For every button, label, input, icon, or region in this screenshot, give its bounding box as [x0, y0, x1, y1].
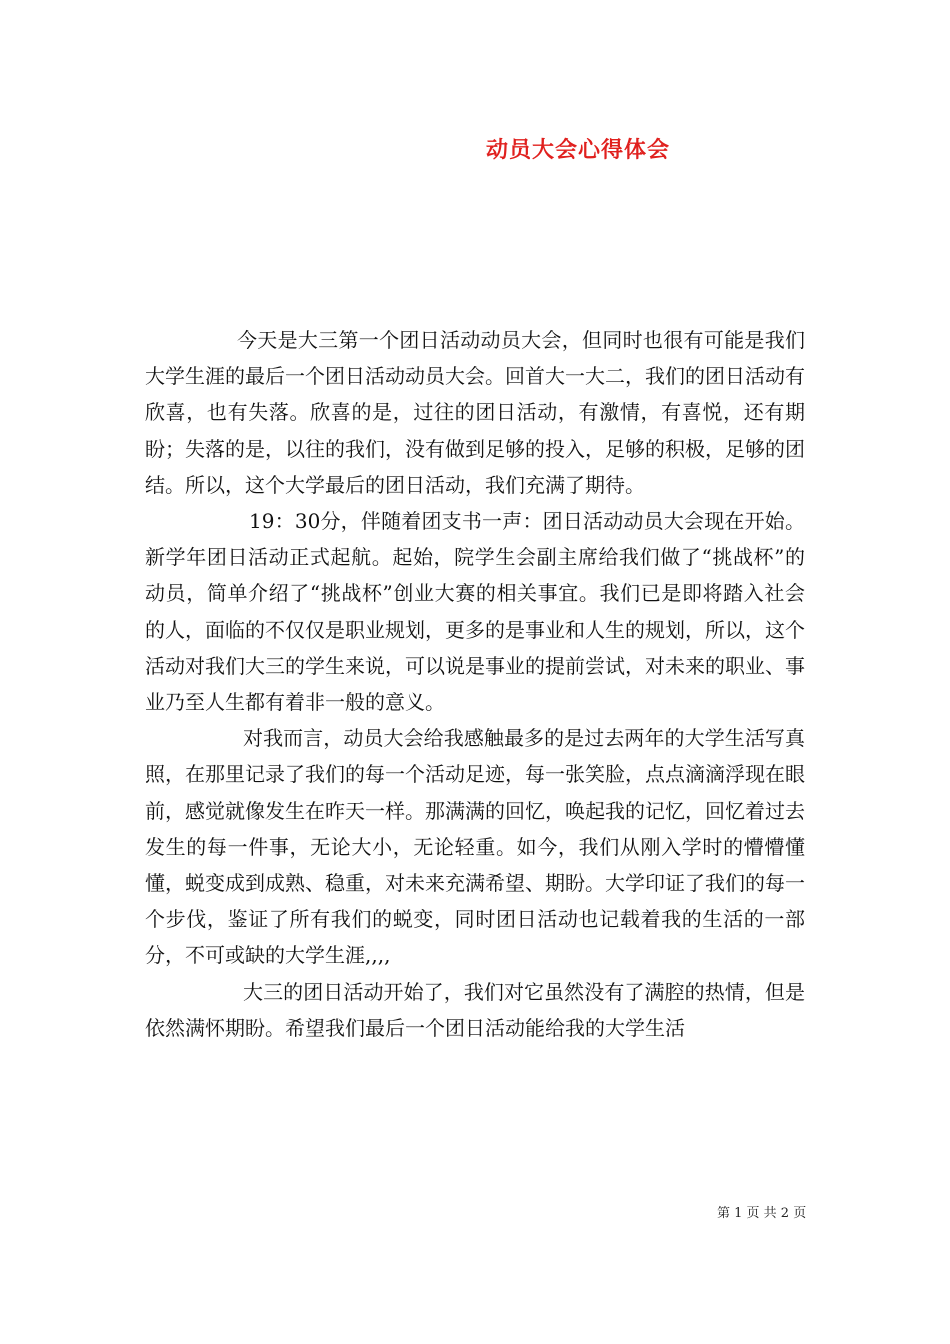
paragraph-2: 19：30分，伴随着团支书一声：团日活动动员大会现在开始。新学年团日活动正式起航。起始，院学生会副主席给我们做了“挑战杯”的动员，简单介绍了“挑战杯”创业大赛的相关事宜。我们已是即将踏入社会的人，面临的不仅仅是职业规划，更多的是事业和人生的规划，所以，这个活动对我们大三的学生来说，可以说是事业的提前尝试，对未来的职业、事业乃至人生都有着非一般的意义。: [145, 509, 805, 715]
document-title: 动员大会心得体会: [486, 137, 671, 163]
document-body: [145, 322, 805, 1046]
paragraph-4: 大三的团日活动开始了，我们对它虽然没有了满腔的热情，但是依然满怀期盼。希望我们最后一个团日活动能给我的大学生活: [145, 979, 805, 1040]
paragraph-1: 今天是大三第一个团日活动动员大会，但同时也很有可能是我们大学生涯的最后一个团日活动动员大会。回首大一大二，我们的团日活动有欣喜，也有失落。欣喜的是，过往的团日活动，有激情，有喜悦，还有期盼；失落的是，以往的我们，没有做到足够的投入，足够的积极，足够的团结。所以，这个大学最后的团日活动，我们充满了期待。: [145, 328, 805, 497]
paragraph-3: 对我而言，动员大会给我感触最多的是过去两年的大学生活写真照，在那里记录了我们的每一个活动足迹，每一张笑脸，点点滴滴浮现在眼前，感觉就像发生在昨天一样。那满满的回忆，唤起我的记忆，回忆着过去发生的每一件事，无论大小，无论轻重。如今，我们从刚入学时的懵懵懂懂，蜕变成到成熟、稳重，对未来充满希望、期盼。大学印证了我们的每一个步伐，鉴证了所有我们的蜕变，同时团日活动也记载着我的生活的一部分，不可或缺的大学生涯,,,,: [145, 726, 805, 968]
page-number-footer: 第 1 页 共 2 页: [717, 1206, 807, 1221]
